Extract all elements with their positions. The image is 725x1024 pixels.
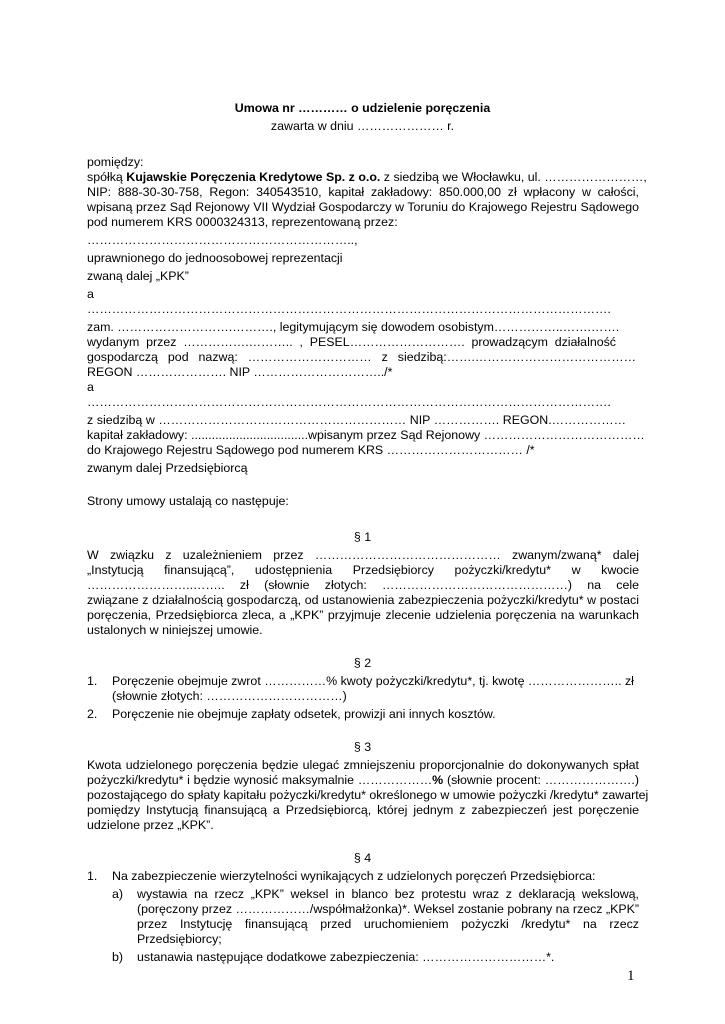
section-1-line-6: ustalonych w niniejszej umowie. — [87, 623, 263, 637]
section-3-line-4: pomiędzy Instytucją finansującą a Przedsiębiorcą, której jednym z zabezpieczeń jest poręczenie — [87, 803, 639, 817]
kpk-line-2: NIP: 888-30-30-758, Regon: 340543510, kapitał zakładowy: 850.000,00 zł wpłacony w całości, — [87, 185, 639, 199]
section-1-line-1: W związku z uzależnieniem przez ……………………………………… zwanym/zwaną* dalej — [87, 548, 639, 562]
section-4-item-a-line-1: wystawia na rzecz „KPK” weksel in blanco bez protestu wraz z deklaracją wekslową, — [137, 887, 639, 901]
section-4-item-a-label: a) — [112, 887, 124, 901]
contract-date-line: zawarta w dniu ………………… r. — [270, 119, 455, 133]
section-3-line-3: pozostającego do spłaty kapitału pożyczki/kredytu* określonego w umowie pożyczki /kredytu* zawartej — [87, 788, 649, 802]
section-1-line-5: poręczenia, Przedsiębiorca zleca, a „KPK” przyjmuje zlecenie udzielenia poręczenia na warunkach — [87, 608, 639, 622]
called-kpk-line: zwaną dalej „KPK” — [87, 269, 189, 283]
kpk-company-name: Kujawskie Poręczenia Kredytowe Sp. z o.o. — [126, 170, 381, 184]
section-4-item-1: Na zabezpieczenie wierzytelności wynikających z udzielonych poręczeń Przedsiębiorca: — [112, 869, 596, 883]
and-label-2: a — [87, 380, 94, 394]
individual-line-3: gospodarczą pod nazwą: ………………………… z siedzibą:…….………………………………… — [87, 350, 636, 364]
section-2-item-1-line-2: (słownie złotych: ……………………………) — [112, 689, 347, 703]
kpk-line-4: pod numerem KRS 0000324313, reprezentowaną przez: — [87, 215, 398, 229]
page-number: 1 — [627, 968, 635, 984]
individual-line-1: zam. ……………………….………., legitymującym się dowodem osobistym……………..…….……. — [87, 320, 620, 334]
kpk-line-3: wpisaną przez Sąd Rejonowy VII Wydział Gospodarczy w Toruniu do Krajowego Rejestru Sądowego — [87, 200, 639, 214]
section-4-item-1-number: 1. — [87, 869, 98, 883]
section-4-heading: § 4 — [353, 851, 372, 865]
company-line-2: kapitał zakładowy: ..................................wpisanym przez Sąd Rejonowy ………………………………… — [87, 428, 645, 442]
dots-line-2: ………………………………………………………………………………………………………………. — [87, 395, 611, 409]
section-3-heading: § 3 — [353, 740, 372, 754]
individual-line-4: REGON …………………. NIP …………………………../* — [87, 365, 393, 379]
section-4-item-b-line-1: ustanawia następujące dodatkowe zabezpieczenia: …………………………*. — [137, 950, 555, 964]
section-2-item-2: Poręczenie nie obejmuje zapłaty odsetek, prowizji ani innych kosztów. — [112, 707, 496, 721]
company-line-3: do Krajowego Rejestru Sądowego pod numerem KRS …………………………… /* — [87, 443, 535, 457]
section-2-heading: § 2 — [353, 656, 372, 670]
contract-title: Umowa nr ………… o udzielenie poręczenia — [234, 101, 491, 115]
representative-line: ……………………………………………………….., — [87, 233, 358, 247]
section-3-line-5: udzielone przez „KPK”. — [87, 818, 214, 832]
section-1-heading: § 1 — [353, 530, 372, 544]
dots-line-1: ………………………………………………………………………………………………………………. — [87, 302, 611, 316]
section-4-item-a-line-2: (poręczony przez ………………/współmałżonka)*. Weksel zostanie pobrany na rzecz „KPK” — [137, 902, 639, 916]
company-line-1: z siedzibą w …………………………………………………… NIP ……………. REGON.……………… — [87, 413, 626, 427]
kpk-line-1: spółką Kujawskie Poręczenia Kredytowe Sp. z o.o. z siedzibą we Włocławku, ul. ……………………, — [87, 170, 647, 184]
section-2-item-2-number: 2. — [87, 707, 98, 721]
called-entrepreneur-line: zwanym dalej Przedsiębiorcą — [87, 461, 248, 475]
individual-line-2: wydanym przez …………….……….. , PESEL………………………. prowadzącym działalność — [87, 335, 616, 349]
section-2-item-1-line-1: Poręczenie obejmuje zwrot ……………% kwoty pożyczki/kredytu*, tj. kwotę ………………….. zł — [112, 674, 634, 688]
between-label: pomiędzy: — [87, 155, 144, 169]
section-4-item-a-line-4: Przedsiębiorcy; — [137, 932, 222, 946]
authorized-line: uprawnionego do jednoosobowej reprezentacji — [87, 251, 343, 265]
section-1-line-3: ……………………..…….. zł (słownie złotych: ………………………………………) na cele — [87, 578, 639, 592]
section-4-item-a-line-3: przez Instytucję finansującą przed uruchomieniem pożyczki /kredytu* na rzecz — [137, 917, 639, 931]
and-label-1: a — [87, 287, 94, 301]
section-1-line-2: „Instytucją finansującą”, udostępnienia Przedsiębiorcy pożyczki/kredytu* w kwocie — [87, 563, 639, 577]
section-3-line-2: pożyczki/kredytu* i będzie wynosić maksymalnie ………………% (słownie procent: ………………….) — [87, 773, 639, 787]
section-3-line-1: Kwota udzielonego poręczenia będzie ulegać zmniejszeniu proporcjonalnie do dokonywanych spłat — [87, 758, 639, 772]
section-4-item-b-label: b) — [112, 950, 124, 964]
section-2-item-1-number: 1. — [87, 674, 98, 688]
section-1-line-4: związane z działalnością gospodarczą, od ustanowienia zabezpieczenia pożyczki/kredytu* w postaci — [87, 593, 639, 607]
intro-line: Strony umowy ustalają co następuje: — [87, 494, 289, 508]
